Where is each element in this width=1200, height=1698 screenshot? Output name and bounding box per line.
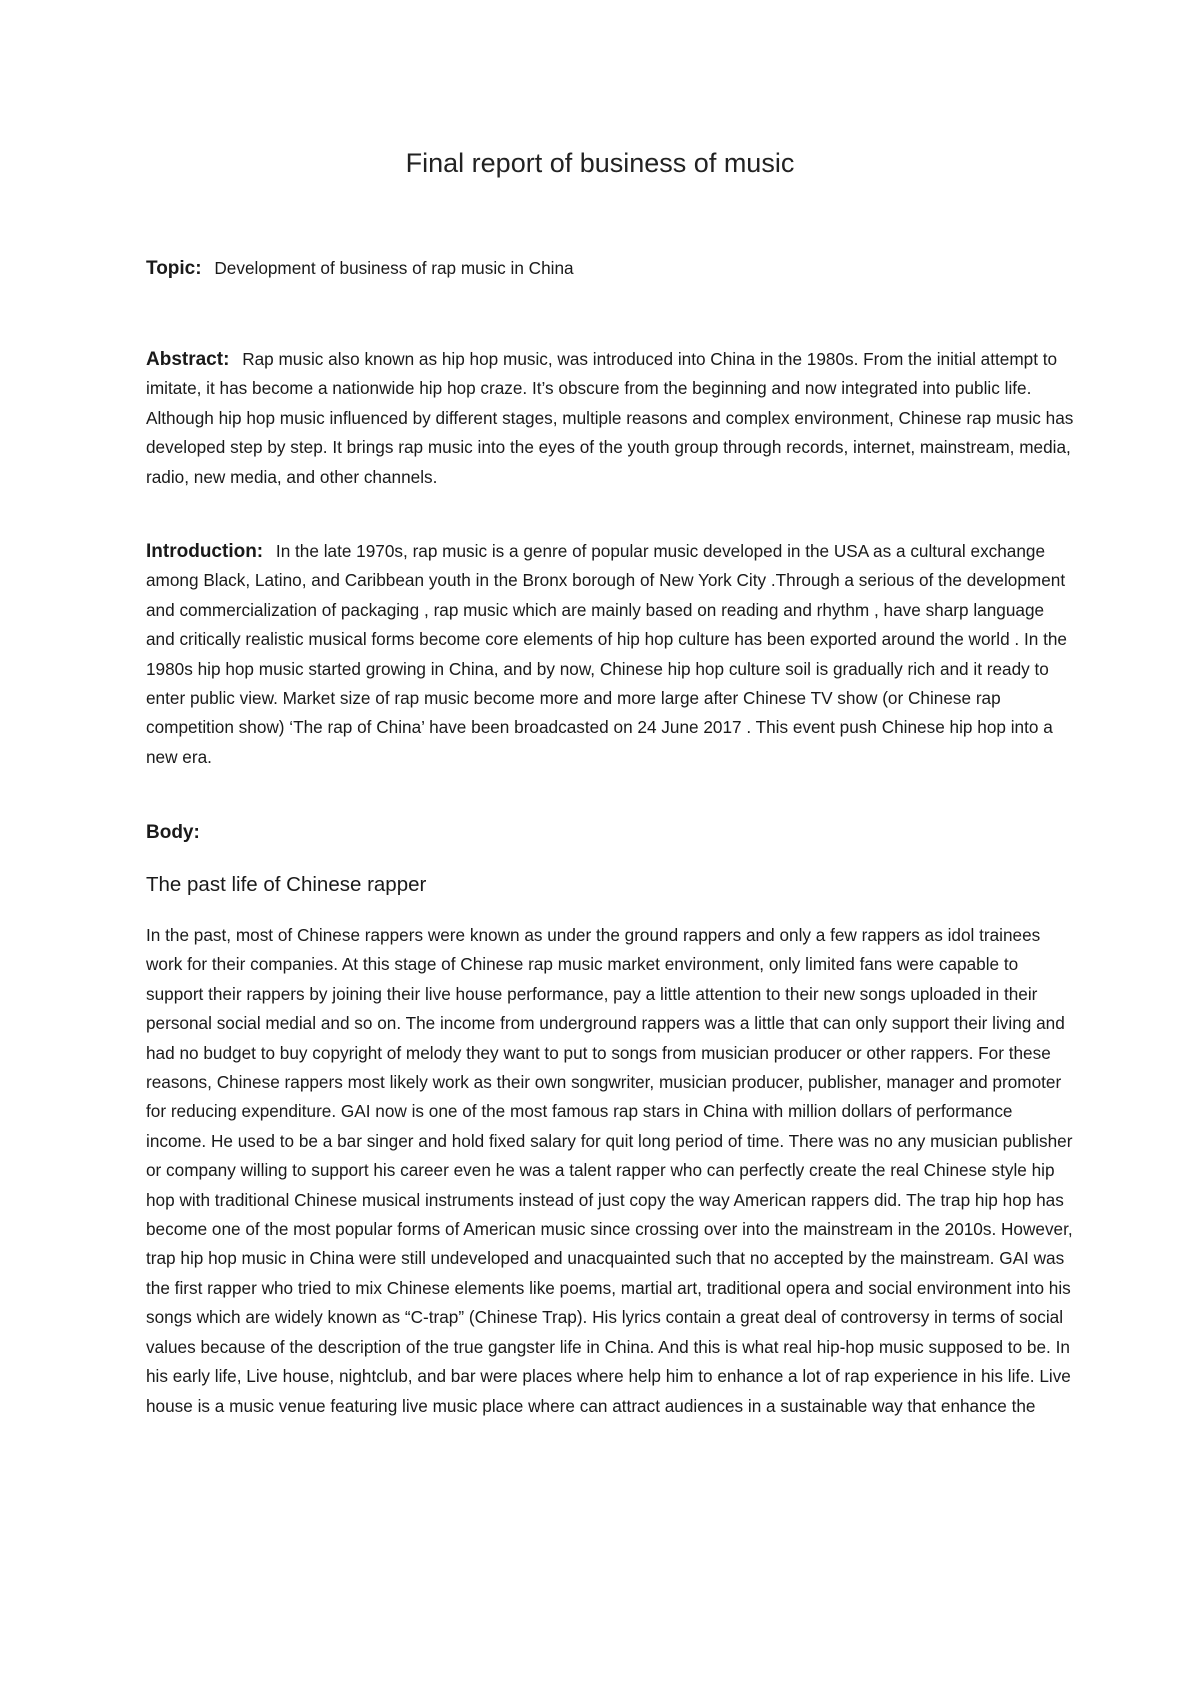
introduction-text: In the late 1970s, rap music is a genre of popular music developed in the USA as a cultural exchange among Black, Latino, and Caribbean youth in the Bronx borough of New York City .Through a serious of the development and commercialization of packaging , rap music which are mainly based on reading and rhythm , have sharp language and critically realistic musical forms become core elements of hip hop culture has been exported around the world . In the 1980s hip hop music started growing in China, and by now, Chinese hip hop culture soil is gradually rich and it ready to enter public view. Market size of rap music become more and more large after Chinese TV show (or Chinese rap competition show) ‘The rap of China’ have been broadcasted on 24 June 2017 . This event push Chinese hip hop into a new era. bbox=[146, 541, 1067, 767]
introduction-paragraph bbox=[146, 537, 1076, 772]
abstract-label: Abstract: bbox=[146, 349, 230, 370]
abstract-paragraph bbox=[146, 345, 1076, 492]
topic-paragraph bbox=[146, 254, 1076, 283]
introduction-label: Introduction: bbox=[146, 541, 264, 562]
topic-label: Topic: bbox=[146, 258, 202, 279]
body-heading: Body: bbox=[146, 822, 200, 843]
abstract-text: Rap music also known as hip hop music, was introduced into China in the 1980s. From the initial attempt to imitate, it has become a nationwide hip hop craze. It’s obscure from the beginning and now integrated into public life. Although hip hop music influenced by different stages, multiple reasons and complex environment, Chinese rap music has developed step by step. It brings rap music into the eyes of the youth group through records, internet, mainstream, media, radio, new media, and other channels. bbox=[146, 349, 1074, 487]
section-heading: The past life of Chinese rapper bbox=[146, 873, 427, 896]
section-paragraph: In the past, most of Chinese rappers were known as under the ground rappers and only a few rappers as idol trainees work for their companies. At this stage of Chinese rap music market environment, only limited fans were capable to support their rappers by joining their live house performance, pay a little attention to their new songs uploaded in their personal social medial and so on. The income from underground rappers was a little that can only support their living and had no budget to buy copyright of melody they want to put to songs from musician producer or other rappers. For these reasons, Chinese rappers most likely work as their own songwriter, musician producer, publisher, manager and promoter for reducing expenditure. GAI now is one of the most famous rap stars in China with million dollars of performance income. He used to be a bar singer and hold fixed salary for quit long period of time. There was no any musician publisher or company willing to support his career even he was a talent rapper who can perfectly create the real Chinese style hip hop with traditional Chinese musical instruments instead of just copy the way American rappers did. The trap hip hop has become one of the most popular forms of American music since crossing over into the mainstream in the 2010s. However, trap hip hop music in China were still undeveloped and unacquainted such that no accepted by the mainstream. GAI was the first rapper who tried to mix Chinese elements like poems, martial art, traditional opera and social environment into his songs which are widely known as “C-trap” (Chinese Trap). His lyrics contain a great deal of controversy in terms of social values because of the description of the true gangster life in China. And this is what real hip-hop music supposed to be. In his early life, Live house, nightclub, and bar were places where help him to enhance a lot of rap experience in his life. Live house is a music venue featuring live music place where can attract audiences in a sustainable way that enhance the bbox=[146, 925, 1073, 1416]
document-title: Final report of business of music bbox=[405, 148, 795, 178]
topic-text: Development of business of rap music in China bbox=[214, 258, 574, 278]
